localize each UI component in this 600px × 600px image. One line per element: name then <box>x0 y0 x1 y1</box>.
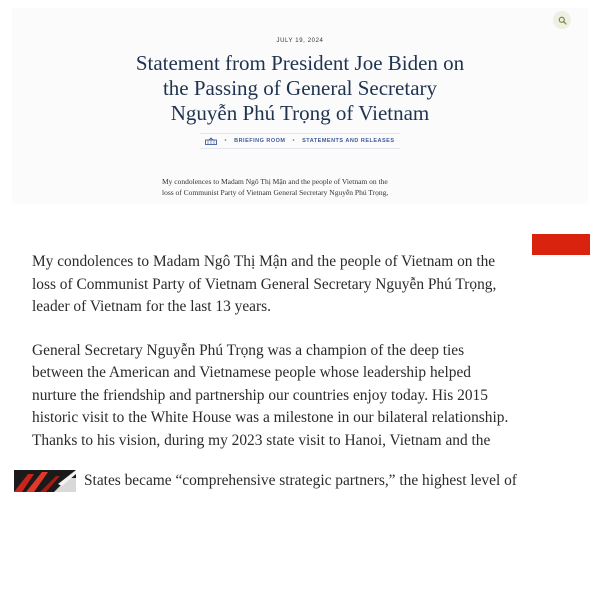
body-line: Thanks to his vision, during my 2023 state visit to Hanoi, Vietnam and the <box>32 431 491 449</box>
article-preview <box>162 176 442 198</box>
title-line: Statement from President Joe Biden on <box>135 51 465 75</box>
breadcrumb-separator: • <box>292 138 296 144</box>
body-line: between the American and Vietnamese people whose leadership helped <box>32 364 471 381</box>
body-line: loss of Communist Party of Vietnam General Secretary Nguyễn Phú Trọng, <box>32 275 497 293</box>
breadcrumb-separator: • <box>224 138 228 144</box>
body-line: leader of Vietnam for the last 13 years. <box>32 298 271 315</box>
search-icon <box>558 16 567 25</box>
title-line: the Passing of General Secretary <box>162 76 438 100</box>
body-line: General Secretary Nguyễn Phú Trọng was a champion of the deep ties <box>32 341 465 359</box>
statement-body <box>32 251 572 473</box>
search-button[interactable] <box>553 11 571 29</box>
article-date: JULY 19, 2024 <box>276 38 324 44</box>
breadcrumb-briefing-room[interactable]: BRIEFING ROOM <box>234 138 286 144</box>
breadcrumb-statements[interactable]: STATEMENTS AND RELEASES <box>302 138 395 144</box>
title-line: Nguyễn Phú Trọng of Vietnam <box>170 101 430 125</box>
body-line: historic visit to the White House was a milestone in our bilateral relationship. <box>32 409 509 426</box>
paragraph-condolences <box>32 251 572 319</box>
body-line-continued: States became “comprehensive strategic partners,” the highest level of <box>84 472 517 489</box>
page-title <box>0 51 600 126</box>
preview-line: loss of Communist Party of Vietnam General Secretary Nguyễn Phú Trọng, <box>162 188 389 197</box>
body-line: My condolences to Madam Ngô Thị Mận and the people of Vietnam on the <box>32 253 496 270</box>
paragraph-tribute <box>32 340 572 453</box>
preview-line: My condolences to Madam Ngô Thị Mận and the people of Vietnam on the <box>162 177 388 186</box>
body-line: nurture the friendship and partnership our countries enjoy today. His 2015 <box>32 386 488 404</box>
red-graphic-image <box>14 470 76 492</box>
breadcrumb <box>200 133 400 149</box>
white-house-icon <box>205 137 217 145</box>
